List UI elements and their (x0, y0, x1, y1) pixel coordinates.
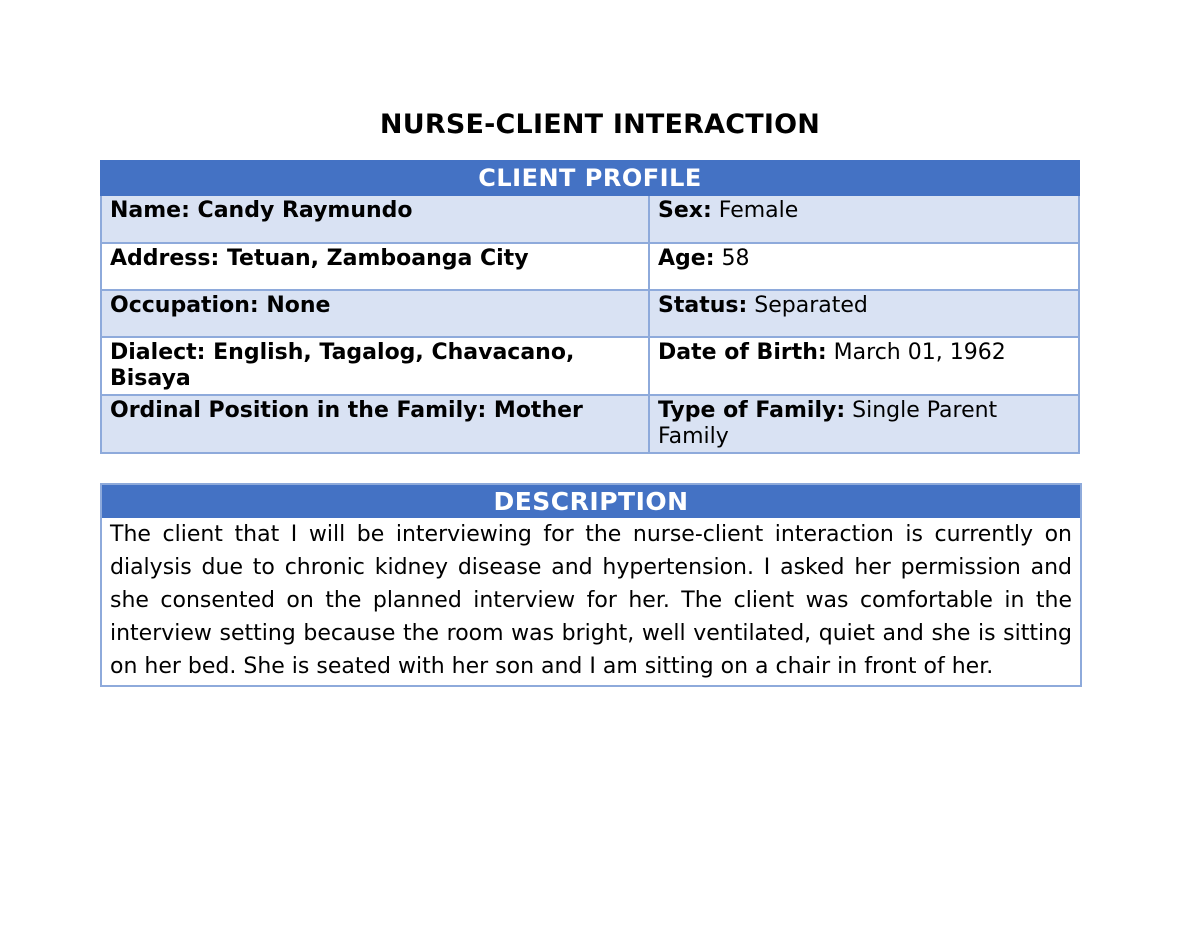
description-text: The client that I will be interviewing for the nurse-client interaction is currently on dialysis due to chronic kidney disease and hypertension. I asked her permission and she consented on the planned interview for her. The client was comfortable in the interview setting because the room was bright, well ventilated, quiet and she is sitting on her bed. She is seated with her son and I am sitting on a chair in front of her. (110, 522, 1072, 679)
family-type-label: Type of Family: (658, 398, 846, 423)
table-row (101, 195, 1079, 243)
dialect-label: Dialect: English, Tagalog, Chavacano, Bisaya (110, 340, 575, 391)
occupation-cell (101, 290, 649, 337)
table-row (101, 337, 1079, 395)
sex-cell (649, 195, 1079, 243)
age-value: 58 (714, 246, 750, 271)
name-label: Name: Candy Raymundo (110, 198, 413, 223)
sex-value: Female (711, 198, 799, 223)
sex-label: Sex: (658, 198, 712, 223)
description-header: DESCRIPTION (102, 485, 1080, 518)
family-type-cell (649, 395, 1079, 453)
age-label: Age: (658, 246, 715, 271)
name-cell (101, 195, 649, 243)
address-label: Address: Tetuan, Zamboanga City (110, 246, 529, 271)
table-row (101, 395, 1079, 453)
page-title: NURSE-CLIENT INTERACTION (379, 109, 821, 140)
family-type-value: Single Parent Family (658, 398, 998, 449)
dob-cell (649, 337, 1079, 395)
dob-value: March 01, 1962 (826, 340, 1006, 365)
table-row (101, 290, 1079, 337)
client-profile-table (100, 160, 1080, 454)
status-label: Status: (658, 293, 748, 318)
description-box (100, 483, 1082, 687)
ordinal-position-cell (101, 395, 649, 453)
ordinal-position-label: Ordinal Position in the Family: Mother (110, 398, 583, 423)
status-value: Separated (747, 293, 868, 318)
occupation-label: Occupation: None (110, 293, 331, 318)
table-row (101, 243, 1079, 290)
address-cell (101, 243, 649, 290)
dialect-cell (101, 337, 649, 395)
dob-label: Date of Birth: (658, 340, 827, 365)
status-cell (649, 290, 1079, 337)
client-profile-header: CLIENT PROFILE (101, 161, 1079, 195)
age-cell (649, 243, 1079, 290)
